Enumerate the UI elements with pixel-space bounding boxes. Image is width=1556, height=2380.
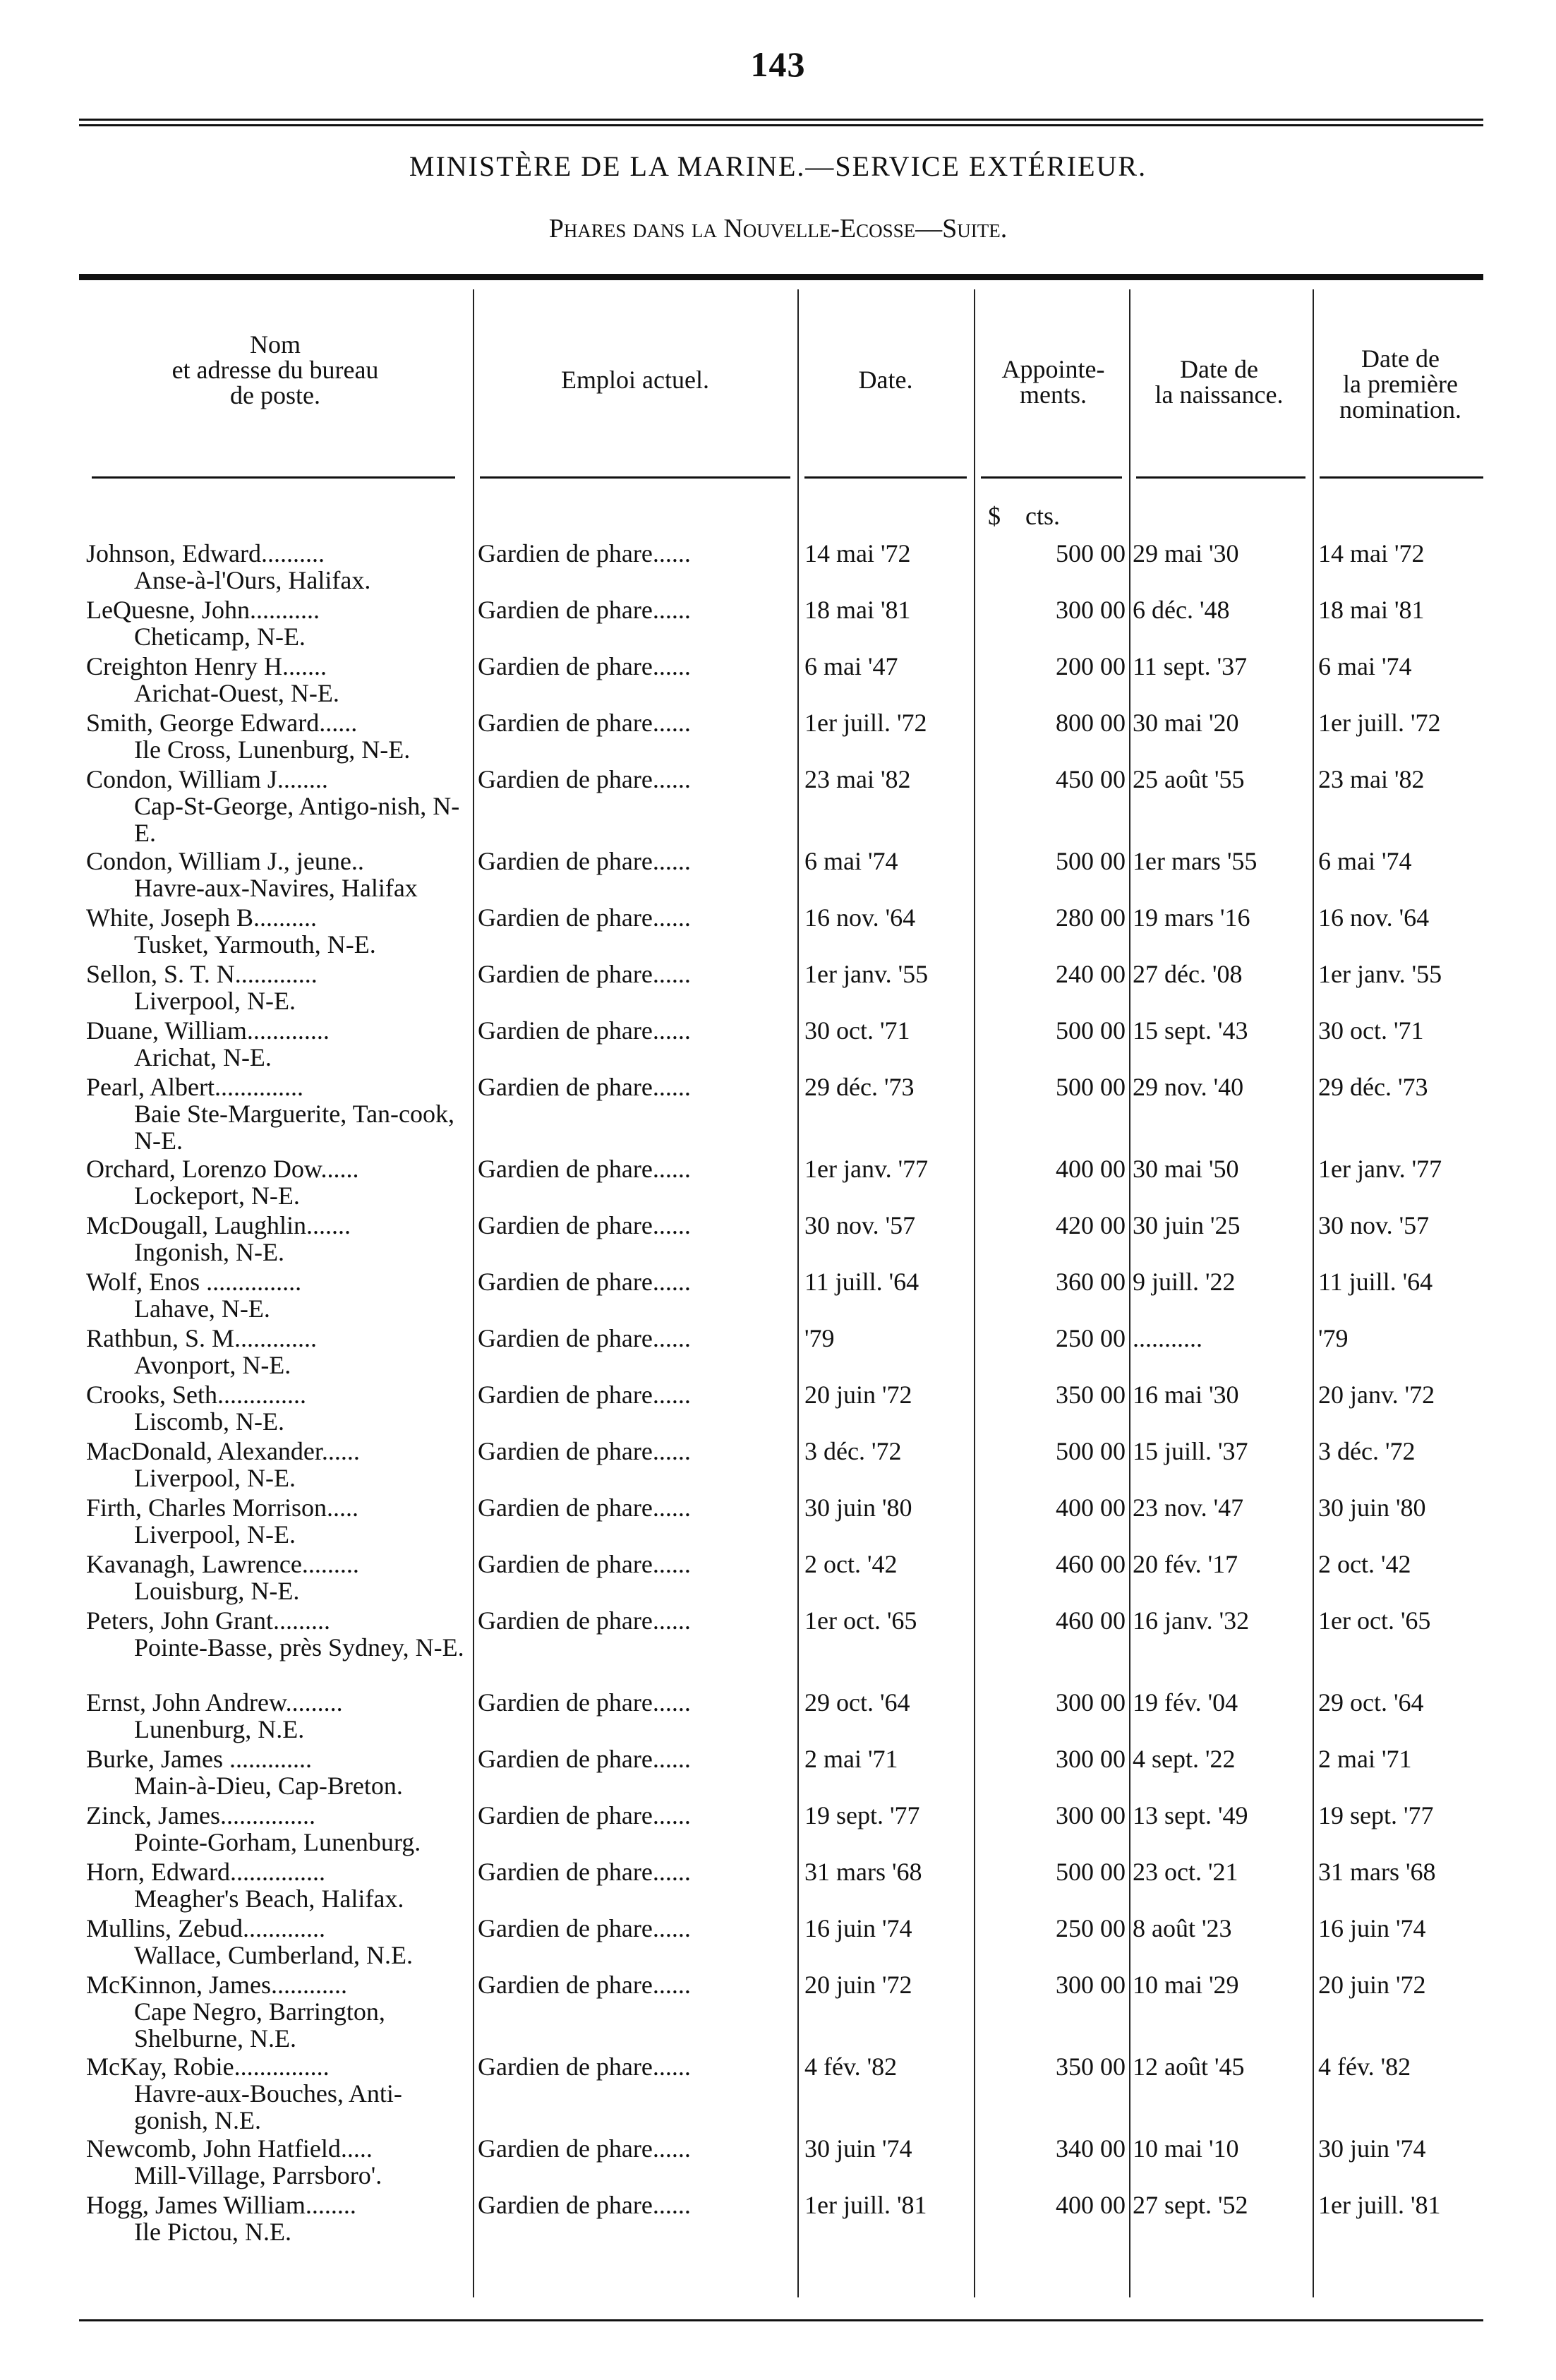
keeper-name: Rathbun, S. M............. — [86, 1324, 318, 1352]
appointment-date: 30 nov. '57 — [804, 1211, 916, 1239]
birth-date: 12 août '45 — [1133, 2053, 1245, 2081]
keeper-name: Condon, William J., jeune.. — [86, 847, 364, 875]
keeper-address: Cape Negro, Barrington, Shelburne, N.E. — [134, 1997, 385, 2053]
keeper-name: LeQuesne, John........... — [86, 596, 320, 624]
keeper-role: Gardien de phare...... — [478, 847, 691, 875]
header-underline — [804, 476, 967, 479]
birth-date: 4 sept. '22 — [1133, 1745, 1236, 1773]
salary: 340 00 — [1056, 2134, 1126, 2163]
col-head-name-line: Nom — [250, 330, 301, 359]
appointment-date: 14 mai '72 — [804, 539, 911, 567]
col-head-first-line: Date de — [1361, 344, 1440, 373]
salary: 240 00 — [1056, 960, 1126, 988]
appointment-date: 31 mars '68 — [804, 1858, 922, 1886]
salary: 280 00 — [1056, 903, 1126, 932]
keeper-role: Gardien de phare...... — [478, 2134, 691, 2163]
salary: 300 00 — [1056, 596, 1126, 624]
appointment-date: 6 mai '74 — [804, 847, 898, 875]
column-divider — [473, 289, 474, 2297]
first-nomination-date: 1er janv. '55 — [1318, 960, 1442, 988]
birth-date: 27 sept. '52 — [1133, 2191, 1248, 2219]
salary: 500 00 — [1056, 1858, 1126, 1886]
first-nomination-date: 4 fév. '82 — [1318, 2053, 1411, 2081]
first-nomination-date: 1er oct. '65 — [1318, 1606, 1431, 1635]
appointment-date: 18 mai '81 — [804, 596, 911, 624]
first-nomination-date: 2 oct. '42 — [1318, 1550, 1411, 1578]
keeper-role: Gardien de phare...... — [478, 1971, 691, 1999]
header-underline — [92, 476, 455, 479]
keeper-address: Liverpool, N-E. — [134, 1520, 296, 1549]
first-nomination-date: 3 déc. '72 — [1318, 1437, 1416, 1465]
keeper-role: Gardien de phare...... — [478, 960, 691, 988]
keeper-address: Main-à-Dieu, Cap-Breton. — [134, 1772, 403, 1800]
keeper-name: Hogg, James William........ — [86, 2191, 356, 2219]
keeper-address: Liverpool, N-E. — [134, 987, 296, 1015]
keeper-address: Louisburg, N-E. — [134, 1577, 300, 1605]
birth-date: 29 nov. '40 — [1133, 1073, 1244, 1101]
salary: 500 00 — [1056, 539, 1126, 567]
birth-date: 23 nov. '47 — [1133, 1493, 1244, 1522]
keeper-name: Sellon, S. T. N............. — [86, 960, 318, 988]
keeper-role: Gardien de phare...... — [478, 1324, 691, 1352]
salary: 500 00 — [1056, 1437, 1126, 1465]
keeper-name: Burke, James ............. — [86, 1745, 312, 1773]
keeper-role: Gardien de phare...... — [478, 1381, 691, 1409]
keeper-name: McKay, Robie............... — [86, 2053, 330, 2081]
page-number: 143 — [750, 44, 806, 84]
keeper-role: Gardien de phare...... — [478, 1155, 691, 1183]
keeper-address: Wallace, Cumberland, N.E. — [134, 1941, 413, 1969]
first-nomination-date: 2 mai '71 — [1318, 1745, 1412, 1773]
keeper-name: Orchard, Lorenzo Dow...... — [86, 1155, 359, 1183]
first-nomination-date: 29 oct. '64 — [1318, 1688, 1424, 1717]
birth-date: 30 juin '25 — [1133, 1211, 1241, 1239]
col-head-pay — [977, 356, 1129, 407]
keeper-role: Gardien de phare...... — [478, 596, 691, 624]
column-divider — [797, 289, 799, 2297]
currency-units — [988, 501, 1060, 531]
birth-date: 16 mai '30 — [1133, 1381, 1239, 1409]
salary: 360 00 — [1056, 1268, 1126, 1296]
header-underline — [981, 476, 1122, 479]
keeper-name: Condon, William J........ — [86, 765, 328, 793]
column-divider — [1129, 289, 1130, 2297]
keeper-address: Arichat-Ouest, N-E. — [134, 679, 339, 707]
appointment-date: 29 déc. '73 — [804, 1073, 915, 1101]
keeper-role: Gardien de phare...... — [478, 1437, 691, 1465]
appointment-date: 1er juill. '72 — [804, 709, 927, 737]
appointment-date: 29 oct. '64 — [804, 1688, 910, 1717]
birth-date: 13 sept. '49 — [1133, 1801, 1248, 1829]
appointment-date: 30 oct. '71 — [804, 1016, 910, 1045]
keeper-address: Lockeport, N-E. — [134, 1182, 300, 1210]
keeper-address: Ingonish, N-E. — [134, 1238, 284, 1266]
keeper-name: Crooks, Seth.............. — [86, 1381, 307, 1409]
first-nomination-date: '79 — [1318, 1324, 1349, 1352]
keeper-name: Firth, Charles Morrison..... — [86, 1493, 358, 1522]
keeper-address: Anse-à-l'Ours, Halifax. — [134, 566, 371, 594]
col-head-role-line: Emploi actuel. — [561, 366, 709, 394]
keeper-role: Gardien de phare...... — [478, 765, 691, 793]
first-nomination-date: 29 déc. '73 — [1318, 1073, 1428, 1101]
keeper-role: Gardien de phare...... — [478, 1606, 691, 1635]
first-nomination-date: 1er juill. '81 — [1318, 2191, 1441, 2219]
keeper-role: Gardien de phare...... — [478, 2191, 691, 2219]
birth-date: 10 mai '10 — [1133, 2134, 1239, 2163]
birth-date: ........... — [1133, 1324, 1202, 1352]
birth-date: 27 déc. '08 — [1133, 960, 1243, 988]
keeper-address: Avonport, N-E. — [134, 1351, 291, 1379]
appointment-date: 1er oct. '65 — [804, 1606, 917, 1635]
ministry-title: MINISTÈRE DE LA MARINE.—SERVICE EXTÉRIEUR. — [409, 150, 1147, 182]
col-head-first-line: nomination. — [1339, 395, 1461, 423]
col-head-first-line: la première — [1343, 370, 1458, 398]
salary: 300 00 — [1056, 1801, 1126, 1829]
col-head-date — [801, 367, 970, 392]
keeper-address: Cheticamp, N-E. — [134, 623, 306, 651]
first-nomination-date: 20 janv. '72 — [1318, 1381, 1435, 1409]
first-nomination-date: 31 mars '68 — [1318, 1858, 1436, 1886]
salary: 350 00 — [1056, 1381, 1126, 1409]
appointment-date: 2 oct. '42 — [804, 1550, 898, 1578]
dollar-label: $ — [988, 502, 1001, 530]
keeper-name: Johnson, Edward.......... — [86, 539, 325, 567]
birth-date: 8 août '23 — [1133, 1914, 1232, 1942]
keeper-address: Arichat, N-E. — [134, 1043, 272, 1071]
col-head-name — [92, 332, 459, 408]
keeper-role: Gardien de phare...... — [478, 652, 691, 680]
keeper-role: Gardien de phare...... — [478, 1914, 691, 1942]
keeper-name: Newcomb, John Hatfield..... — [86, 2134, 373, 2163]
salary: 200 00 — [1056, 652, 1126, 680]
birth-date: 29 mai '30 — [1133, 539, 1239, 567]
appointment-date: 23 mai '82 — [804, 765, 911, 793]
birth-date: 16 janv. '32 — [1133, 1606, 1250, 1635]
salary: 500 00 — [1056, 847, 1126, 875]
col-head-date-line: Date. — [858, 366, 913, 394]
col-head-pay-line: ments. — [1020, 380, 1087, 409]
keeper-role: Gardien de phare...... — [478, 1745, 691, 1773]
appointment-date: '79 — [804, 1324, 835, 1352]
keeper-role: Gardien de phare...... — [478, 1073, 691, 1101]
birth-date: 6 déc. '48 — [1133, 596, 1230, 624]
appointment-date: 30 juin '80 — [804, 1493, 912, 1522]
salary: 250 00 — [1056, 1324, 1126, 1352]
appointment-date: 2 mai '71 — [804, 1745, 898, 1773]
keeper-name: Wolf, Enos ............... — [86, 1268, 302, 1296]
keeper-address: Liverpool, N-E. — [134, 1464, 296, 1492]
col-head-role — [480, 367, 790, 392]
keeper-address: Havre-aux-Navires, Halifax — [134, 874, 418, 902]
first-nomination-date: 16 nov. '64 — [1318, 903, 1430, 932]
col-head-pay-line: Appointe- — [1001, 355, 1105, 383]
salary: 460 00 — [1056, 1550, 1126, 1578]
keeper-address: Pointe-Basse, près Sydney, N-E. — [134, 1633, 464, 1661]
col-head-name-line: et adresse du bureau — [171, 356, 379, 384]
appointment-date: 20 juin '72 — [804, 1381, 912, 1409]
appointment-date: 1er juill. '81 — [804, 2191, 927, 2219]
appointment-date: 16 juin '74 — [804, 1914, 912, 1942]
keeper-name: Kavanagh, Lawrence......... — [86, 1550, 359, 1578]
first-nomination-date: 14 mai '72 — [1318, 539, 1425, 567]
keeper-name: McDougall, Laughlin....... — [86, 1211, 351, 1239]
top-rule — [79, 119, 1483, 121]
birth-date: 10 mai '29 — [1133, 1971, 1239, 1999]
birth-date: 19 fév. '04 — [1133, 1688, 1238, 1717]
birth-date: 15 sept. '43 — [1133, 1016, 1248, 1045]
keeper-name: White, Joseph B.......... — [86, 903, 317, 932]
header-underline — [480, 476, 790, 479]
keeper-address: Liscomb, N-E. — [134, 1407, 284, 1436]
keeper-role: Gardien de phare...... — [478, 709, 691, 737]
birth-date: 30 mai '50 — [1133, 1155, 1239, 1183]
salary: 400 00 — [1056, 1155, 1126, 1183]
col-head-birth-line: la naissance. — [1154, 380, 1284, 409]
keeper-role: Gardien de phare...... — [478, 1801, 691, 1829]
salary: 300 00 — [1056, 1745, 1126, 1773]
keeper-role: Gardien de phare...... — [478, 1688, 691, 1717]
column-divider — [1313, 289, 1314, 2297]
keeper-address: Baie Ste-Marguerite, Tan-cook, N-E. — [134, 1100, 455, 1155]
first-nomination-date: 30 juin '80 — [1318, 1493, 1426, 1522]
col-head-first — [1314, 346, 1487, 422]
first-nomination-date: 16 juin '74 — [1318, 1914, 1426, 1942]
salary: 800 00 — [1056, 709, 1126, 737]
appointment-date: 19 sept. '77 — [804, 1801, 920, 1829]
col-head-birth — [1129, 356, 1309, 407]
appointment-date: 3 déc. '72 — [804, 1437, 902, 1465]
appointment-date: 20 juin '72 — [804, 1971, 912, 1999]
appointment-date: 11 juill. '64 — [804, 1268, 919, 1296]
keeper-name: Horn, Edward............... — [86, 1858, 325, 1886]
first-nomination-date: 6 mai '74 — [1318, 652, 1412, 680]
header-rule — [79, 274, 1483, 280]
keeper-role: Gardien de phare...... — [478, 1493, 691, 1522]
keeper-name: Duane, William............. — [86, 1016, 330, 1045]
keeper-address: Cap-St-George, Antigo-nish, N-E. — [134, 792, 460, 847]
birth-date: 15 juill. '37 — [1133, 1437, 1248, 1465]
first-nomination-date: 30 nov. '57 — [1318, 1211, 1430, 1239]
keeper-address: Havre-aux-Bouches, Anti-gonish, N.E. — [134, 2079, 402, 2134]
first-nomination-date: 18 mai '81 — [1318, 596, 1425, 624]
keeper-role: Gardien de phare...... — [478, 1550, 691, 1578]
section-subtitle: Phares dans la Nouvelle-Ecosse—Suite. — [548, 214, 1008, 244]
salary: 420 00 — [1056, 1211, 1126, 1239]
salary: 460 00 — [1056, 1606, 1126, 1635]
keeper-address: Meagher's Beach, Halifax. — [134, 1885, 404, 1913]
keeper-role: Gardien de phare...... — [478, 903, 691, 932]
keeper-role: Gardien de phare...... — [478, 1858, 691, 1886]
keeper-name: Mullins, Zebud............. — [86, 1914, 325, 1942]
birth-date: 9 juill. '22 — [1133, 1268, 1236, 1296]
appointment-date: 1er janv. '55 — [804, 960, 929, 988]
bottom-rule — [79, 2319, 1483, 2321]
keeper-role: Gardien de phare...... — [478, 539, 691, 567]
birth-date: 19 mars '16 — [1133, 903, 1250, 932]
first-nomination-date: 20 juin '72 — [1318, 1971, 1426, 1999]
salary: 500 00 — [1056, 1016, 1126, 1045]
salary: 350 00 — [1056, 2053, 1126, 2081]
col-head-birth-line: Date de — [1180, 355, 1258, 383]
appointment-date: 6 mai '47 — [804, 652, 898, 680]
keeper-name: Ernst, John Andrew......... — [86, 1688, 343, 1717]
salary: 300 00 — [1056, 1971, 1126, 1999]
birth-date: 20 fév. '17 — [1133, 1550, 1238, 1578]
col-head-name-line: de poste. — [230, 381, 320, 409]
keeper-role: Gardien de phare...... — [478, 1211, 691, 1239]
first-nomination-date: 23 mai '82 — [1318, 765, 1425, 793]
first-nomination-date: 19 sept. '77 — [1318, 1801, 1434, 1829]
salary: 500 00 — [1056, 1073, 1126, 1101]
first-nomination-date: 30 oct. '71 — [1318, 1016, 1424, 1045]
keeper-name: Creighton Henry H....... — [86, 652, 327, 680]
keeper-name: Peters, John Grant......... — [86, 1606, 330, 1635]
appointment-date: 1er janv. '77 — [804, 1155, 929, 1183]
first-nomination-date: 11 juill. '64 — [1318, 1268, 1433, 1296]
keeper-name: Zinck, James............... — [86, 1801, 315, 1829]
first-nomination-date: 1er janv. '77 — [1318, 1155, 1442, 1183]
keeper-role: Gardien de phare...... — [478, 2053, 691, 2081]
birth-date: 25 août '55 — [1133, 765, 1245, 793]
top-rule-double — [79, 124, 1483, 126]
header-underline — [1320, 476, 1483, 479]
cents-label: cts. — [1025, 502, 1060, 530]
keeper-address: Ile Pictou, N.E. — [134, 2218, 291, 2246]
first-nomination-date: 6 mai '74 — [1318, 847, 1412, 875]
keeper-name: McKinnon, James............ — [86, 1971, 347, 1999]
keeper-role: Gardien de phare...... — [478, 1016, 691, 1045]
keeper-address: Lahave, N-E. — [134, 1294, 270, 1323]
keeper-address: Ile Cross, Lunenburg, N-E. — [134, 735, 411, 764]
birth-date: 30 mai '20 — [1133, 709, 1239, 737]
appointment-date: 30 juin '74 — [804, 2134, 912, 2163]
salary: 300 00 — [1056, 1688, 1126, 1717]
keeper-address: Lunenburg, N.E. — [134, 1715, 305, 1743]
salary: 250 00 — [1056, 1914, 1126, 1942]
first-nomination-date: 1er juill. '72 — [1318, 709, 1441, 737]
keeper-address: Tusket, Yarmouth, N-E. — [134, 930, 376, 958]
birth-date: 1er mars '55 — [1133, 847, 1258, 875]
keeper-role: Gardien de phare...... — [478, 1268, 691, 1296]
first-nomination-date: 30 juin '74 — [1318, 2134, 1426, 2163]
birth-date: 11 sept. '37 — [1133, 652, 1248, 680]
keeper-address: Pointe-Gorham, Lunenburg. — [134, 1828, 421, 1856]
keeper-name: MacDonald, Alexander...... — [86, 1437, 360, 1465]
salary: 400 00 — [1056, 2191, 1126, 2219]
keeper-name: Pearl, Albert.............. — [86, 1073, 303, 1101]
appointment-date: 16 nov. '64 — [804, 903, 916, 932]
salary: 450 00 — [1056, 765, 1126, 793]
keeper-address: Mill-Village, Parrsboro'. — [134, 2161, 382, 2189]
keeper-name: Smith, George Edward...... — [86, 709, 358, 737]
header-underline — [1136, 476, 1305, 479]
appointment-date: 4 fév. '82 — [804, 2053, 898, 2081]
salary: 400 00 — [1056, 1493, 1126, 1522]
birth-date: 23 oct. '21 — [1133, 1858, 1238, 1886]
